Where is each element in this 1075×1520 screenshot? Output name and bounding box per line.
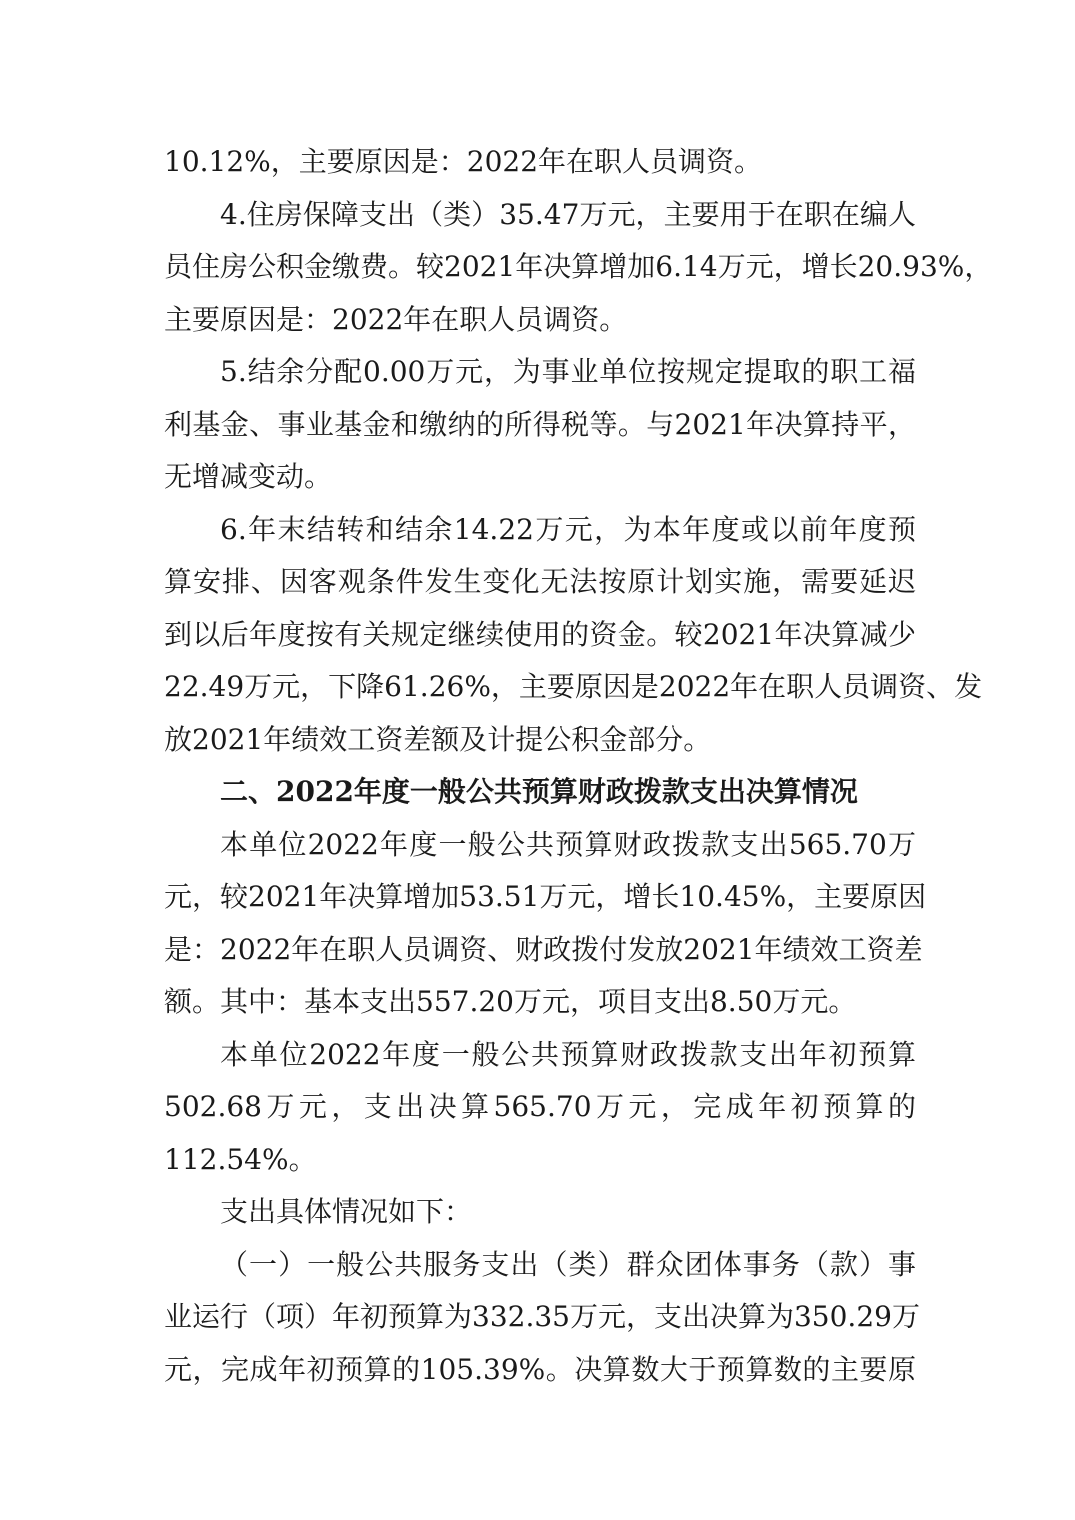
text-line: 无增减变动。 — [164, 460, 333, 493]
text-line: 4.住房保障支出（类）35.47万元，主要用于在职在编人 — [220, 197, 916, 231]
section-heading: 二、2022年度一般公共预算财政拨款支出决算情况 — [220, 775, 858, 808]
text-line: 利基金、事业基金和缴纳的所得税等。与2021年决算持平， — [164, 407, 916, 441]
text-line: 502.68万元，支出决算565.70万元，完成年初预算的 — [164, 1090, 916, 1123]
text-line: 算安排、因客观条件发生变化无法按原计划实施，需要延迟 — [164, 565, 916, 598]
text-line: 放2021年绩效工资差额及计提公积金部分。 — [164, 722, 712, 756]
text-line: 5.结余分配0.00万元，为事业单位按规定提取的职工福 — [220, 355, 916, 388]
text-line: 元，完成年初预算的105.39%。决算数大于预算数的主要原 — [164, 1352, 916, 1386]
text-line: 员住房公积金缴费。较2021年决算增加6.14万元，增长20.93%， — [164, 250, 993, 283]
text-line: （一）一般公共服务支出（类）群众团体事务（款）事 — [220, 1247, 916, 1281]
text-line: 10.12%，主要原因是：2022年在职人员调资。 — [164, 145, 763, 178]
text-line: 支出具体情况如下： — [220, 1195, 473, 1228]
text-line: 22.49万元，下降61.26%，主要原因是2022年在职人员调资、发 — [164, 670, 983, 703]
body-text — [164, 136, 993, 1396]
text-line: 本单位2022年度一般公共预算财政拨款支出565.70万 — [220, 827, 916, 861]
text-line: 到以后年度按有关规定继续使用的资金。较2021年决算减少 — [164, 617, 916, 651]
text-line: 是：2022年在职人员调资、财政拨付发放2021年绩效工资差 — [164, 932, 923, 966]
text-line: 主要原因是：2022年在职人员调资。 — [164, 302, 628, 336]
text-line: 6.年末结转和结余14.22万元，为本年度或以前年度预 — [220, 512, 916, 546]
text-line: 本单位2022年度一般公共预算财政拨款支出年初预算 — [220, 1037, 916, 1071]
text-line: 业运行（项）年初预算为332.35万元，支出决算为350.29万 — [164, 1300, 920, 1333]
text-line: 112.54%。 — [164, 1142, 317, 1176]
text-line: 额。其中：基本支出557.20万元，项目支出8.50万元。 — [164, 985, 857, 1018]
text-line: 元，较2021年决算增加53.51万元，增长10.45%，主要原因 — [164, 880, 927, 913]
